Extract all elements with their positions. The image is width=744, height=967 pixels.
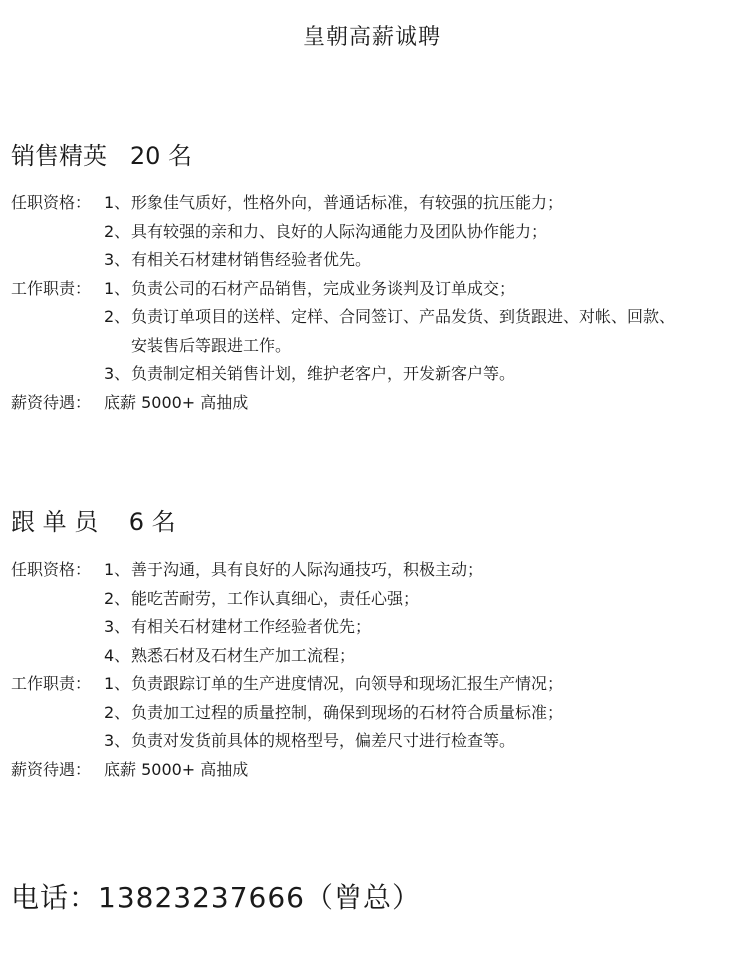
duty-text: 负责加工过程的质量控制，确保到现场的石材符合质量标准； (131, 702, 564, 722)
job-details-merchandiser (11, 556, 744, 784)
salary-row (11, 756, 744, 785)
salary-text: 底薪 5000+ 高抽成 (104, 759, 249, 779)
item-number: 2、 (104, 588, 131, 608)
duty-row (11, 727, 744, 756)
duty-text: 负责订单项目的送样、定样、合同签订、产品发货、到货跟进、对帐、回款、 (131, 307, 676, 326)
item-number: 2、 (104, 702, 131, 722)
requirement-row (11, 585, 744, 614)
salary-text: 底薪 5000+ 高抽成 (104, 392, 249, 412)
job-count: 6 名 (128, 508, 176, 536)
job-title: 销售精英 (11, 142, 107, 170)
item-number: 3、 (104, 731, 131, 750)
item-number: 3、 (104, 364, 131, 383)
duty-row (11, 699, 744, 728)
phone-label: 电话： (11, 881, 99, 914)
item-number: 3、 (104, 250, 131, 269)
duty-text: 负责制定相关销售计划，维护老客户，开发新客户等。 (131, 364, 516, 383)
requirement-row (11, 613, 744, 642)
item-number: 1、 (104, 278, 131, 298)
item-number: 3、 (104, 617, 131, 636)
item-number: 1、 (104, 560, 131, 579)
requirement-row (11, 246, 744, 275)
contact-person: （曾总） (304, 881, 421, 914)
item-number: 4、 (104, 645, 131, 665)
duty-text: 负责对发货前具体的规格型号，偏差尺寸进行检查等。 (131, 731, 516, 750)
duty-text: 负责公司的石材产品销售，完成业务谈判及订单成交； (131, 278, 516, 298)
requirement-text: 有相关石材建材工作经验者优先； (131, 617, 372, 636)
item-number: 2、 (104, 221, 131, 241)
duties-label: 工作职责： (11, 674, 92, 693)
requirement-text: 熟悉石材及石材生产加工流程； (131, 645, 356, 665)
salary-row (11, 389, 744, 418)
item-number: 2、 (104, 307, 131, 326)
job-heading-sales (11, 136, 192, 171)
duty-row (11, 275, 744, 304)
requirement-text: 具有较强的亲和力、良好的人际沟通能力及团队协作能力； (131, 221, 548, 241)
duty-text-continued: 安装售后等跟进工作。 (131, 335, 292, 355)
requirements-label: 任职资格： (11, 193, 92, 212)
requirement-row (11, 642, 744, 671)
requirement-text: 善于沟通，具有良好的人际沟通技巧，积极主动； (131, 560, 484, 579)
salary-label: 薪资待遇： (11, 392, 92, 412)
item-number: 1、 (104, 674, 131, 693)
requirement-text: 形象佳气质好，性格外向，普通话标准，有较强的抗压能力； (131, 193, 564, 212)
duty-row (11, 670, 744, 699)
job-heading-merchandiser (11, 502, 176, 537)
job-details-sales (11, 189, 744, 417)
job-count: 20 名 (129, 142, 193, 170)
duties-label: 工作职责： (11, 278, 92, 298)
requirements-label: 任职资格： (11, 560, 92, 579)
requirement-row (11, 556, 744, 585)
requirement-text: 有相关石材建材销售经验者优先。 (131, 250, 372, 269)
contact-phone (11, 876, 421, 916)
item-number: 1、 (104, 193, 131, 212)
phone-number: 13823237666 (98, 881, 305, 914)
duty-row-continued (11, 332, 744, 361)
requirement-text: 能吃苦耐劳，工作认真细心，责任心强； (131, 588, 420, 608)
job-title: 跟 单 员 (11, 508, 99, 536)
salary-label: 薪资待遇： (11, 759, 92, 779)
requirement-row (11, 189, 744, 218)
duty-row (11, 360, 744, 389)
duty-row (11, 303, 744, 332)
page-title: 皇朝高薪诚聘 (302, 25, 441, 50)
requirement-row (11, 218, 744, 247)
duty-text: 负责跟踪订单的生产进度情况，向领导和现场汇报生产情况； (131, 674, 564, 693)
